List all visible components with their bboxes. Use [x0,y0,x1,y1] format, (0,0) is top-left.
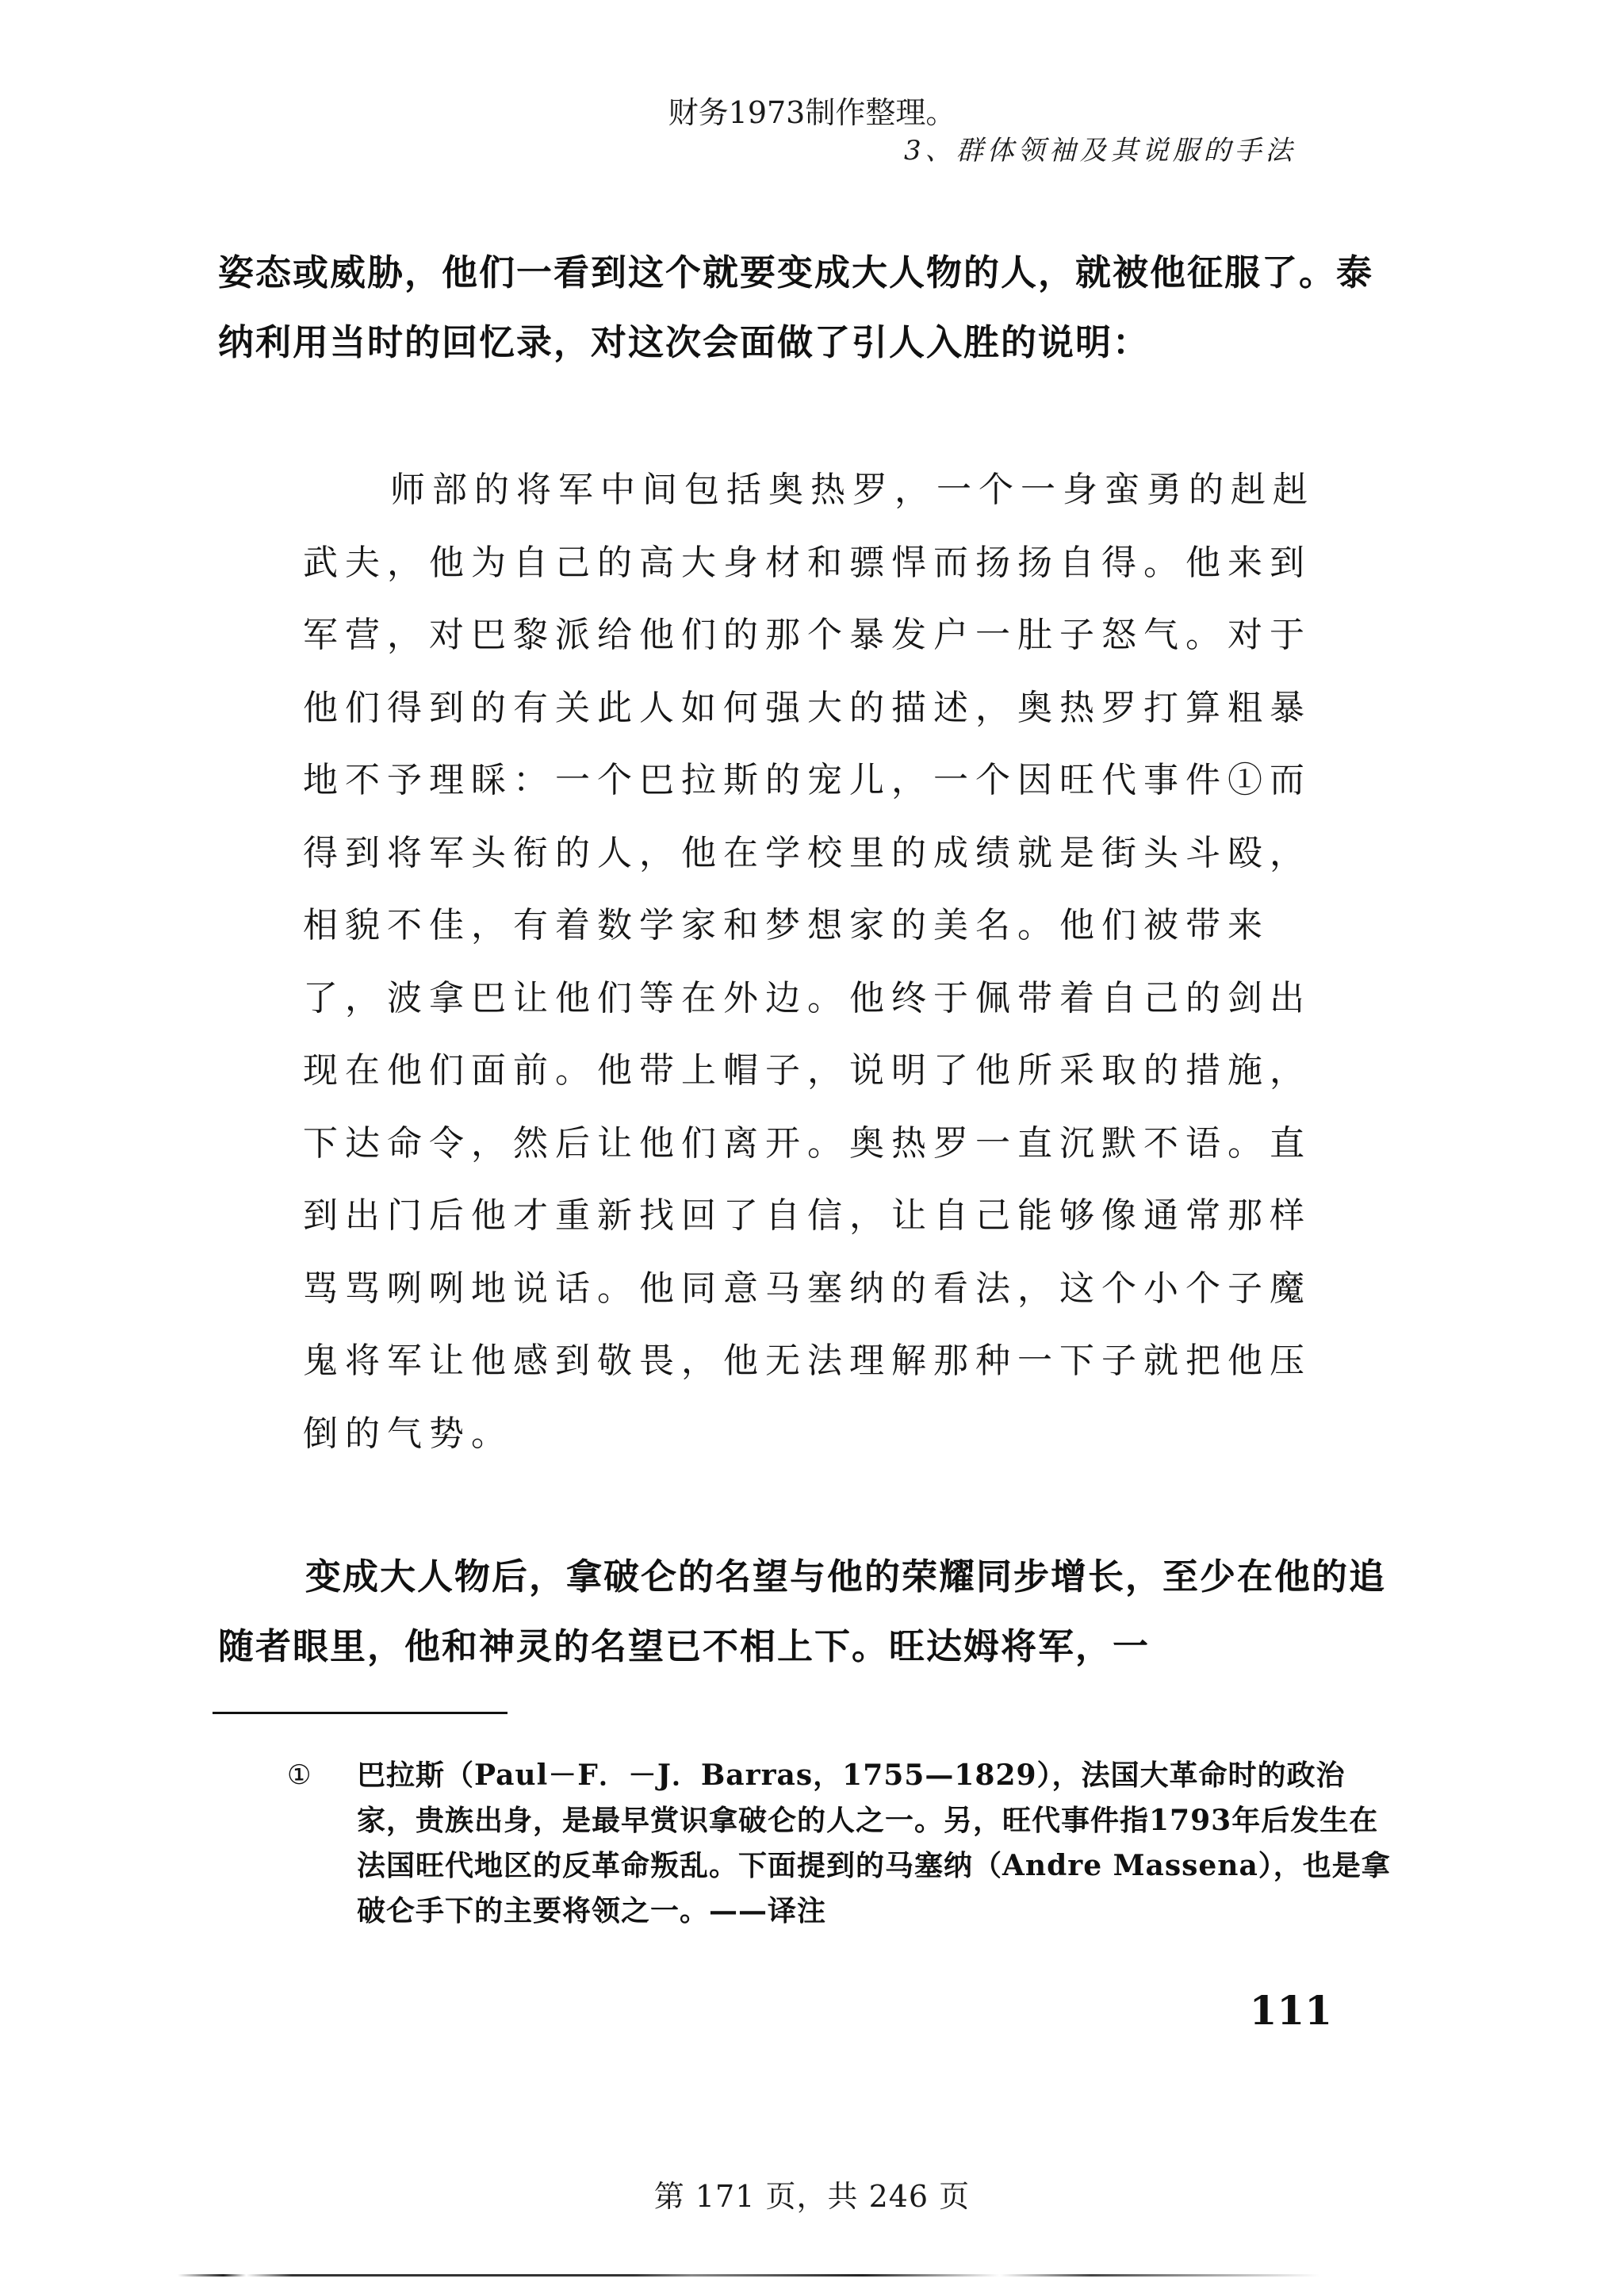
body-paragraph-intro: 姿态或威胁，他们一看到这个就要变成大人物的人，就被他征服了。泰纳利用当时的回忆录，对这次会面做了引人入胜的说明： [218,251,1374,363]
body-paragraph-continued-text: 变成大人物后，拿破仑的名望与他的荣耀同步增长，至少在他的追随者眼里，他和神灵的名望已不相上下。旺达姆将军，一 [218,1555,1387,1667]
footnote-separator [213,1712,508,1714]
page-number: 111 [1249,1987,1332,2034]
block-quote-text: 师部的将军中间包括奥热罗，一个一身蛮勇的赳赳武夫，他为自己的高大身材和骠悍而扬扬自得。他来到军营，对巴黎派给他们的那个暴发户一肚子怒气。对于他们得到的有关此人如何强大的描述，奥热罗打算粗暴地不予理睬：一个巴拉斯的宠儿，一个因旺代事件①而得到将军头衔的人，他在学校里的成绩就是街头斗殴，相貌不佳，有着数学家和梦想家的美名。他们被带来了，波拿巴让他们等在外边。他终于佩带着自己的剑出现在他们面前。他带上帽子，说明了他所采取的措施，下达命令，然后让他们离开。奥热罗一直沉默不语。直到出门后他才重新找回了自信，让自己能够像通常那样骂骂咧咧地说话。他同意马塞纳的看法，这个小个子魔鬼将军让他感到敬畏，他无法理解那种一下子就把他压倒的气势。 [303,470,1315,1454]
running-head: 3、群体领袖及其说服的手法 [904,135,1297,167]
footnote-marker: ① [287,1759,312,1791]
footnote-text: 巴拉斯（Paul－F．－J．Barras，1755—1829），法国大革命时的政治家，贵族出身，是最早赏识拿破仑的人之一。另，旺代事件指1793年后发生在法国旺代地区的反革命叛乱。下面提到的马塞纳（Andre Massena），也是拿破仑手下的主要将领之一。——译注 [357,1759,1391,1928]
body-paragraph-continued [218,1542,1392,1682]
page-counter: 第 171 页，共 246 页 [653,2179,971,2214]
block-quote [303,454,1326,1470]
scan-edge-line [178,2274,1320,2277]
watermark-text: 财务1973制作整理。 [668,95,956,130]
